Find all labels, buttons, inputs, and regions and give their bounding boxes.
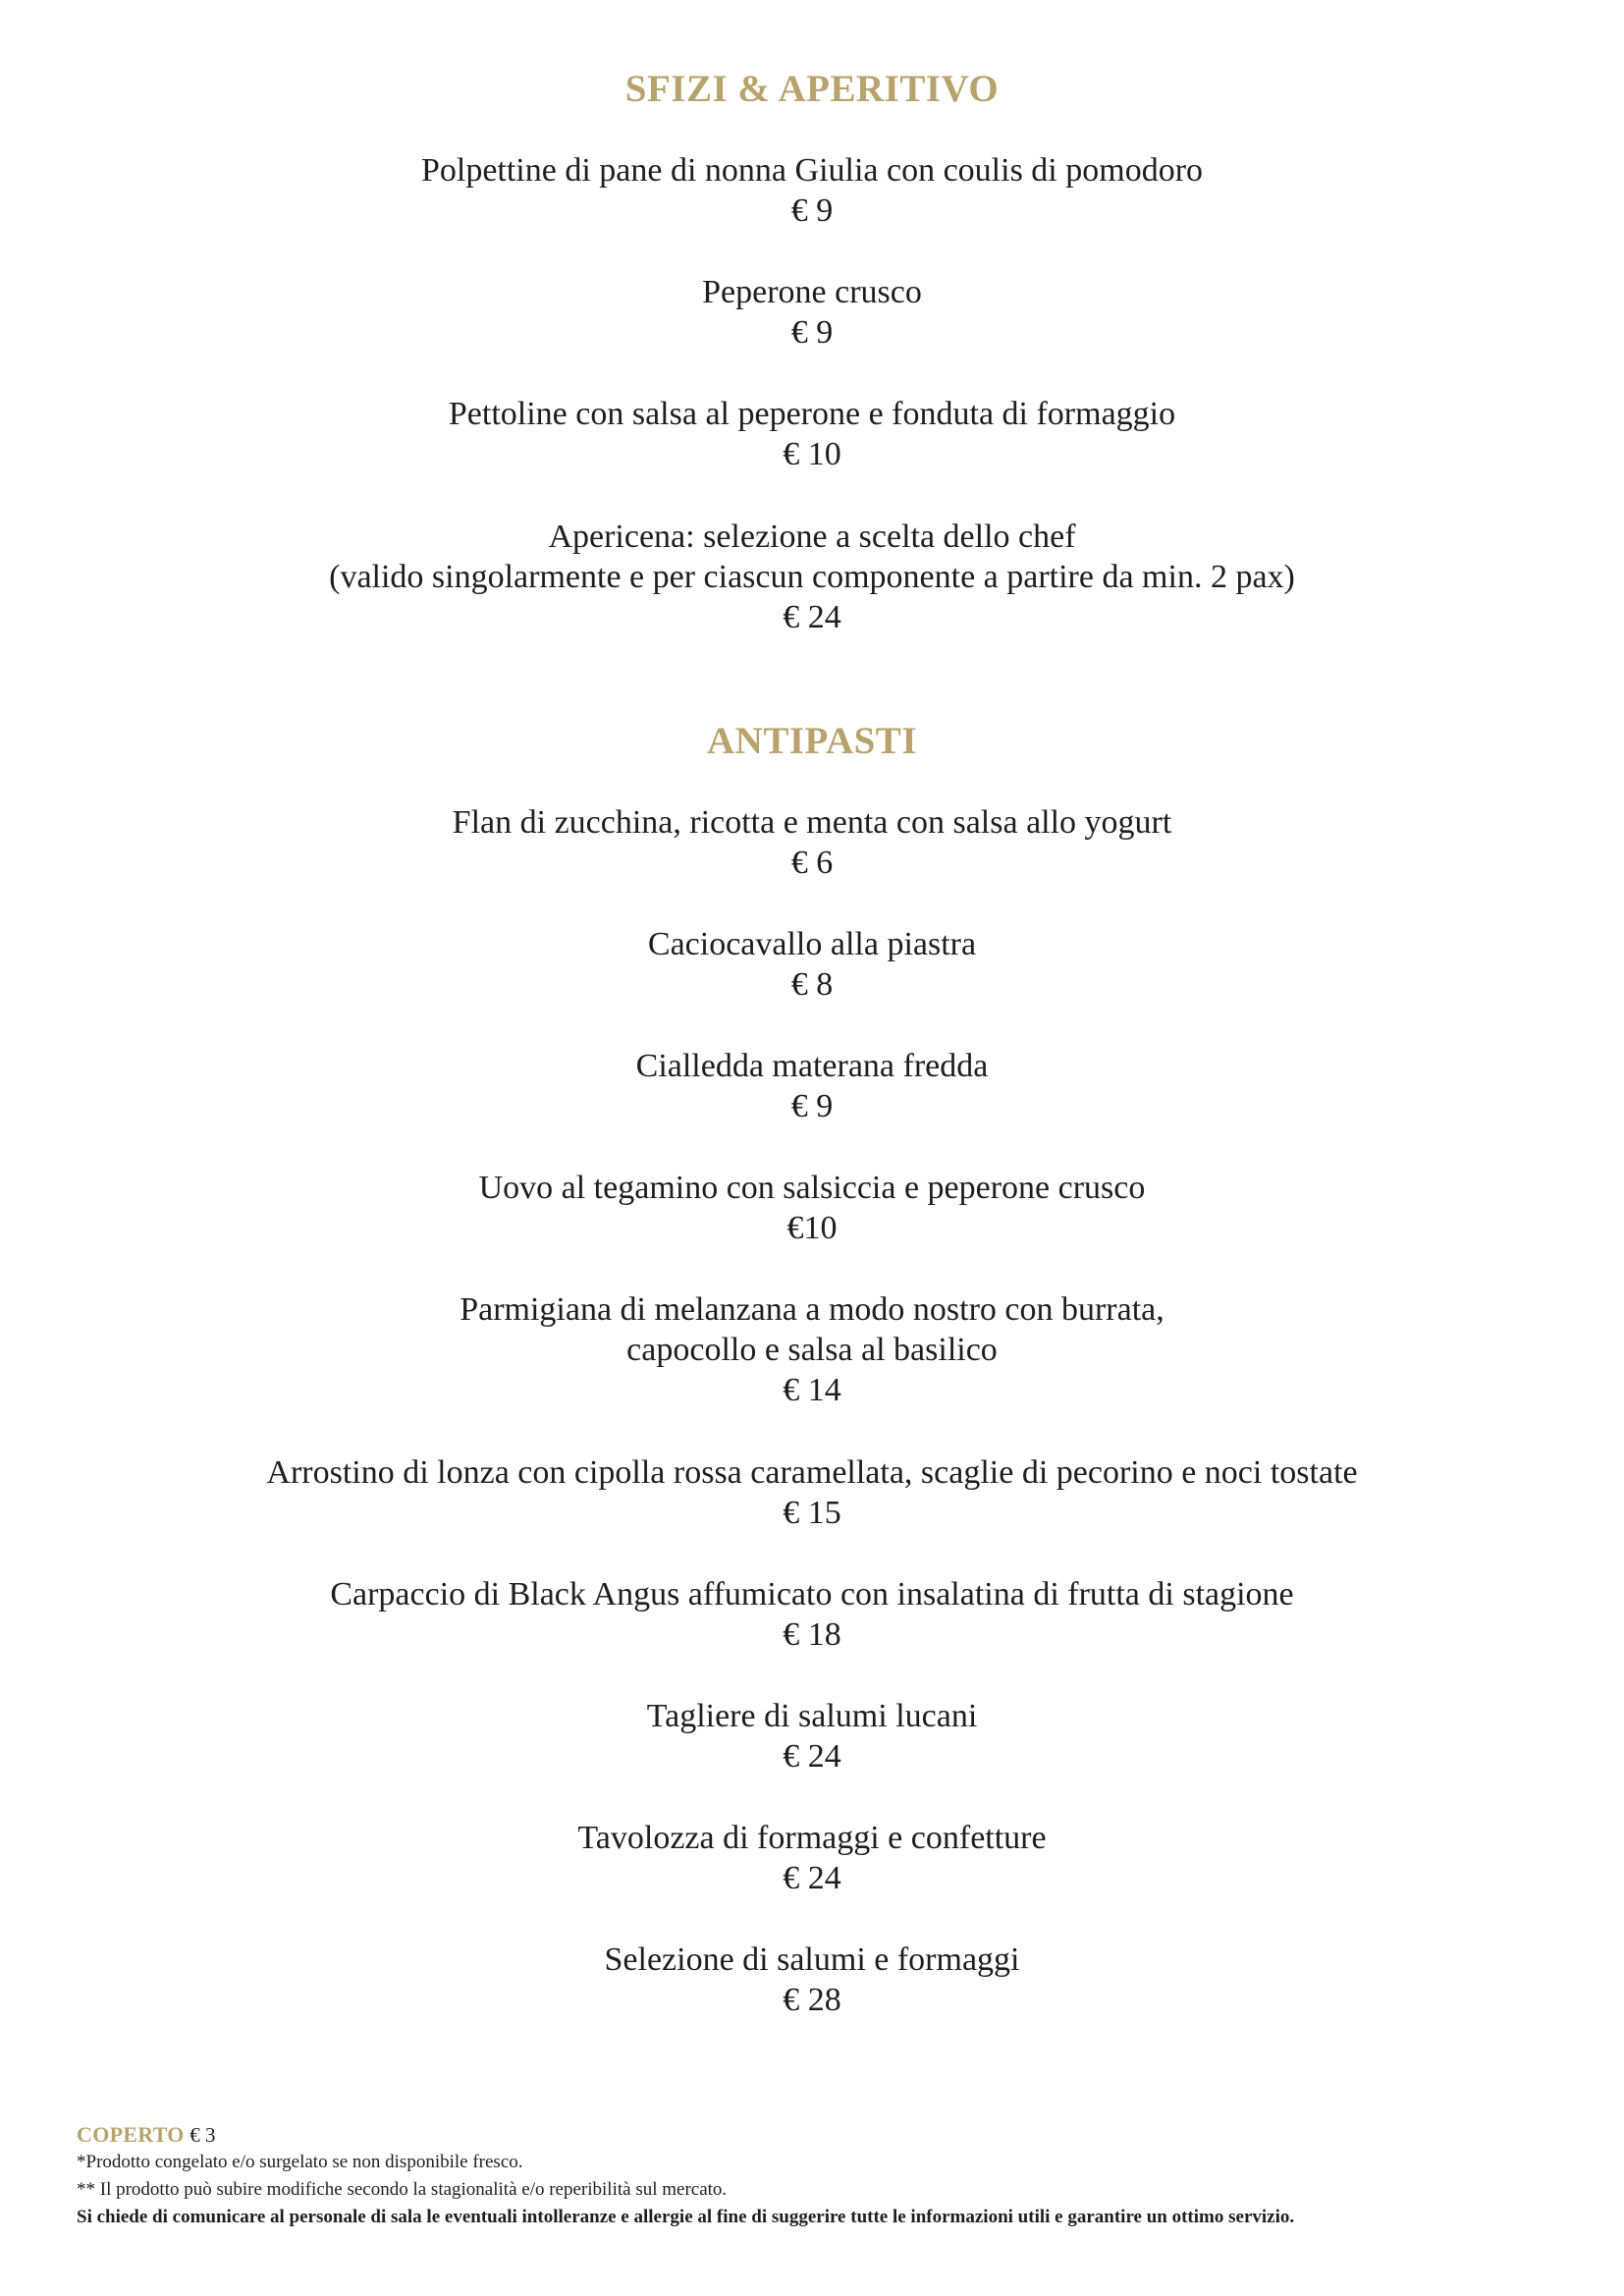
menu-item — [0, 1696, 1624, 1777]
menu-item-price: € 28 — [783, 1982, 841, 2018]
menu-item-price: € 24 — [783, 599, 841, 635]
menu-item-name: Peperone crusco — [702, 274, 922, 310]
allergy-notice: Si chiede di comunicare al personale di sala le eventuali intolleranze e allergie al fine di suggerire tutte le informazioni utili e garantire un ottimo servizio. — [77, 2207, 1295, 2227]
menu-item-name: Carpaccio di Black Angus affumicato con insalatina di frutta di stagione — [330, 1576, 1294, 1613]
menu-item-price: € 18 — [783, 1616, 841, 1653]
menu-item — [0, 1940, 1624, 2020]
menu-item-price: € 6 — [790, 845, 834, 881]
menu-item — [0, 1452, 1624, 1533]
cover-charge — [77, 2121, 1569, 2149]
menu-item-name: Caciocavallo alla piastra — [647, 926, 977, 962]
menu-item — [0, 272, 1624, 353]
menu-item-price: €10 — [786, 1210, 838, 1246]
menu-item-price: € 24 — [783, 1738, 841, 1775]
cover-price: € 3 — [189, 2123, 216, 2147]
menu-item — [0, 1168, 1624, 1248]
section-title-sfizi-aperitivo: SFIZI & APERITIVO — [624, 68, 1000, 110]
menu-item-price: € 9 — [790, 1088, 834, 1124]
menu-item — [0, 150, 1624, 231]
menu-item-price: € 14 — [783, 1372, 841, 1408]
cover-label: COPERTO — [77, 2122, 185, 2147]
menu-item — [0, 1046, 1624, 1126]
menu-item — [0, 802, 1624, 883]
menu-item-name: Tavolozza di formaggi e confetture — [577, 1820, 1047, 1856]
menu-item-price: € 15 — [783, 1495, 841, 1531]
section-title-antipasti: ANTIPASTI — [707, 720, 917, 762]
menu-item-name: Arrostino di lonza con cipolla rossa caramellata, scaglie di pecorino e noci tostate — [266, 1454, 1358, 1491]
menu-item-price: € 10 — [783, 436, 841, 472]
menu-item-name: Pettoline con salsa al peperone e fonduta di formaggio — [448, 396, 1176, 432]
menu-item — [0, 1574, 1624, 1655]
menu-item — [0, 517, 1624, 637]
menu-item-note: (valido singolarmente e per ciascun componente a partire da min. 2 pax) — [329, 559, 1295, 595]
menu-item — [0, 1818, 1624, 1898]
menu-item-price: € 8 — [790, 966, 834, 1003]
menu-item — [0, 924, 1624, 1005]
menu-item — [0, 1289, 1624, 1410]
seasonal-product-note: ** Il prodotto può subire modifiche secondo la stagionalità e/o reperibilità sul mercato. — [77, 2179, 728, 2200]
menu-item-name: Apericena: selezione a scelta dello chef — [548, 519, 1076, 555]
menu-item-name: Cialledda materana fredda — [635, 1048, 989, 1084]
menu-item — [0, 394, 1624, 474]
frozen-product-note: *Prodotto congelato e/o surgelato se non disponibile fresco. — [77, 2152, 523, 2172]
menu-item-price: € 9 — [790, 314, 834, 351]
menu-item-price: € 9 — [790, 192, 834, 229]
menu-item-name: Uovo al tegamino con salsiccia e peperone crusco — [478, 1170, 1146, 1206]
menu-item-name: Tagliere di salumi lucani — [646, 1698, 978, 1734]
menu-item-name: Parmigiana di melanzana a modo nostro con burrata, — [460, 1291, 1164, 1328]
menu-item-price: € 24 — [783, 1860, 841, 1896]
menu-item-name-cont: capocollo e salsa al basilico — [626, 1332, 998, 1368]
menu-item-name: Flan di zucchina, ricotta e menta con salsa allo yogurt — [452, 804, 1172, 841]
menu-item-name: Selezione di salumi e formaggi — [604, 1941, 1020, 1978]
menu-item-name: Polpettine di pane di nonna Giulia con coulis di pomodoro — [420, 152, 1204, 189]
menu-footer — [77, 2121, 1569, 2231]
